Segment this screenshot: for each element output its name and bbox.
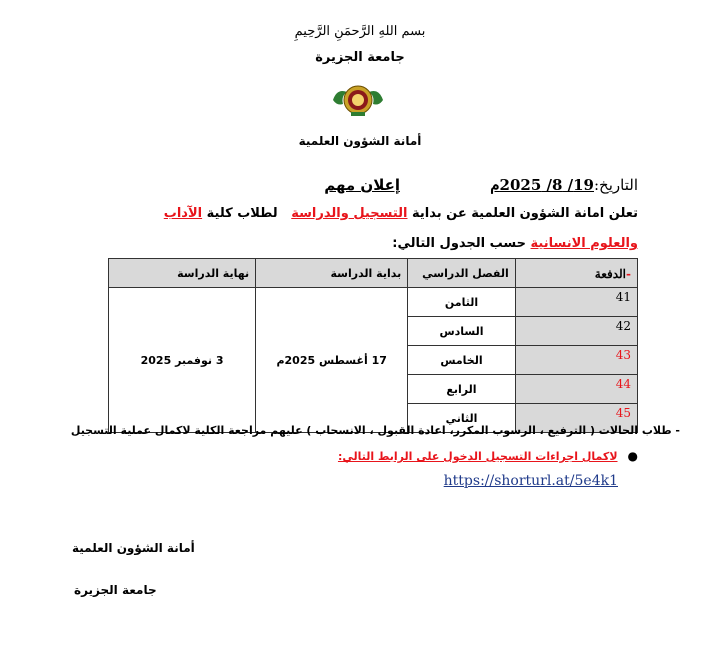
announcement-line-2: [392, 236, 638, 251]
bullet-icon: ●: [627, 449, 638, 463]
semester-cell: الثاني: [408, 404, 516, 433]
line2-suffix: حسب الجدول التالي:: [392, 236, 526, 251]
line1-prefix: تعلن امانة الشؤون العلمية عن بداية: [412, 206, 638, 221]
line2-highlight: والعلوم الانسانية: [530, 236, 638, 251]
semester-cell: الثامن: [408, 288, 516, 317]
header-end: نهاية الدراسة: [109, 259, 256, 288]
table-header-row: [109, 259, 638, 288]
basmala: بسم اللهِ الرَّحمَنِ الرَّحِيمِ: [294, 24, 426, 39]
batch-cell: 42: [515, 317, 637, 346]
semester-cell: السادس: [408, 317, 516, 346]
date-value: 19/ 8/ 2025م: [490, 176, 594, 194]
batch-cell: 44: [515, 375, 637, 404]
department-title: أمانة الشؤون العلمية: [298, 134, 422, 148]
line1-college: الآداب: [163, 206, 203, 221]
university-logo: [331, 82, 385, 118]
signature-university: جامعة الجزيرة: [74, 583, 157, 597]
header-start: بداية الدراسة: [256, 259, 408, 288]
header-batch: -الدفعة: [515, 259, 637, 288]
line1-highlight: التسجيل والدراسة: [291, 206, 408, 221]
end-date-cell: 3 نوفمبر 2025: [109, 288, 256, 433]
announcement-title: إعلان مهم: [324, 176, 400, 194]
schedule-table: [108, 258, 638, 433]
batch-cell: 41: [515, 288, 637, 317]
bullet-text: لاكمال اجراءات التسجيل الدخول على الرابط التالي:: [337, 450, 618, 463]
date-label: التاريخ:: [594, 176, 638, 194]
announcement-line-1: [164, 206, 638, 221]
registration-bullet: [338, 449, 638, 463]
line1-middle: لطلاب كلية: [206, 206, 278, 221]
registration-link[interactable]: https://shorturl.at/5e4k1: [443, 473, 618, 489]
semester-cell: الرابع: [408, 375, 516, 404]
cases-note: - طلاب الحالات ( الترفيع ، الرسوب المكرر، اعادة القبول ، الانسحاب ) عليهم مراجعة الكلية لاكمال عملية التسجيل: [70, 424, 680, 437]
semester-cell: الخامس: [408, 346, 516, 375]
university-title: جامعة الجزيرة: [315, 50, 405, 65]
start-date-cell: 17 أغسطس 2025م: [256, 288, 408, 433]
date-line: [490, 176, 638, 194]
signature-department: أمانة الشؤون العلمية: [72, 541, 195, 555]
table-row: [109, 288, 638, 317]
header-semester: الفصل الدراسي: [408, 259, 516, 288]
batch-cell: 45: [515, 404, 637, 433]
batch-cell: 43: [515, 346, 637, 375]
